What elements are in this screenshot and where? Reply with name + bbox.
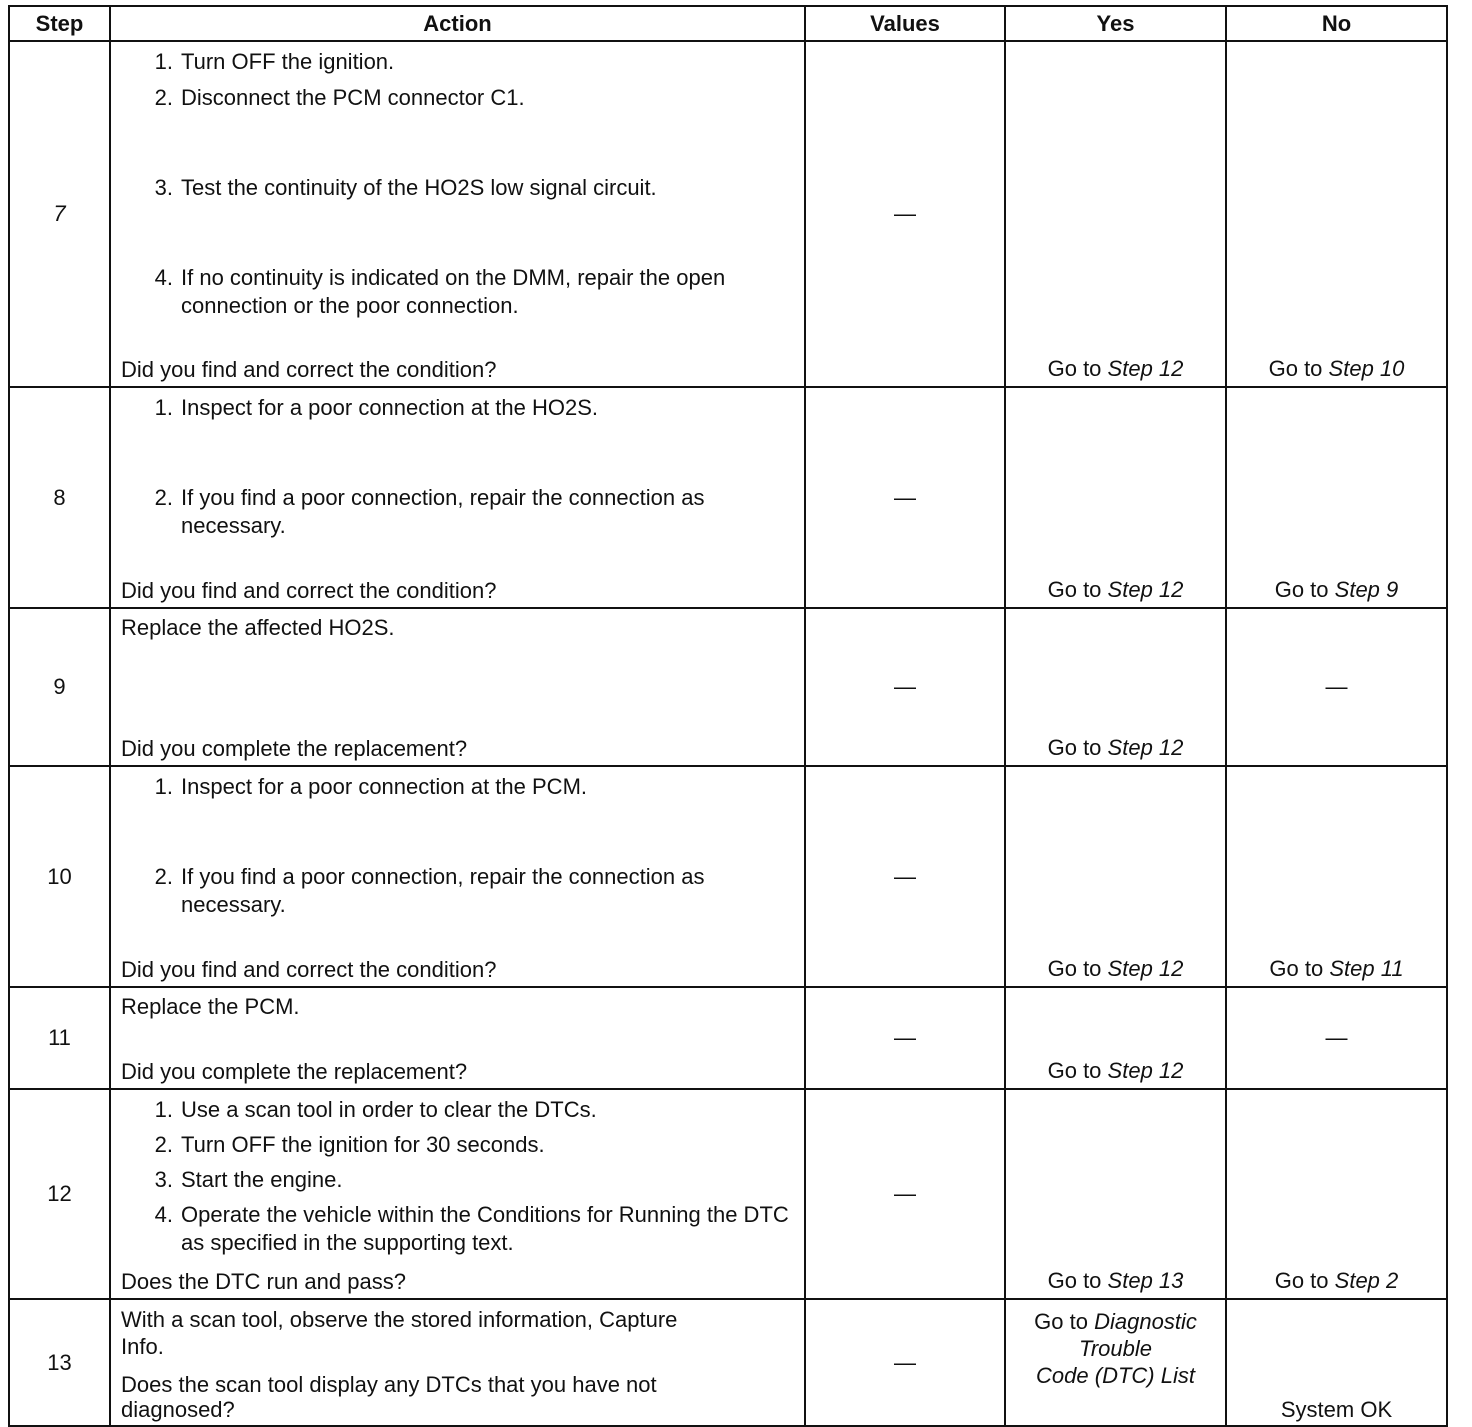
yes-step-link[interactable]: Step 12 — [1107, 1058, 1184, 1083]
action-question: Does the DTC run and pass? — [121, 1269, 406, 1294]
header-step: Step — [9, 6, 110, 41]
yes-prefix: Go to — [1034, 1309, 1088, 1334]
no-cell: — — [1226, 608, 1447, 766]
no-cell — [1226, 1299, 1447, 1426]
action-question: Did you find and correct the condition? — [121, 578, 497, 603]
action-question: Did you find and correct the condition? — [121, 957, 497, 982]
values-cell: — — [805, 1299, 1005, 1426]
yes-step-link[interactable]: Step 12 — [1107, 956, 1184, 981]
action-list — [111, 388, 804, 540]
no-step-link[interactable]: Step 11 — [1329, 956, 1404, 981]
action-list — [111, 1090, 804, 1257]
action-cell — [110, 387, 805, 608]
values-cell: — — [805, 766, 1005, 987]
header-yes: Yes — [1005, 6, 1226, 41]
list-item: 2. If you find a poor connection, repair the connection as necessary. — [154, 864, 705, 917]
yes-prefix: Go to — [1047, 1058, 1102, 1083]
action-cell — [110, 1299, 805, 1426]
yes-prefix: Go to — [1047, 956, 1102, 981]
dtc-list-link-line2[interactable]: Trouble — [1079, 1336, 1152, 1361]
action-question: Did you complete the replacement? — [121, 736, 468, 761]
action-list — [111, 42, 804, 320]
list-item: 1. Inspect for a poor connection at the PCM. — [154, 774, 588, 799]
yes-step-link[interactable]: Step 12 — [1107, 735, 1184, 760]
no-step-link[interactable]: Step 2 — [1334, 1268, 1399, 1293]
values-cell: — — [805, 608, 1005, 766]
no-result: System OK — [1280, 1397, 1393, 1422]
yes-prefix: Go to — [1047, 577, 1102, 602]
no-prefix: Go to — [1274, 1268, 1329, 1293]
no-cell — [1226, 766, 1447, 987]
yes-cell — [1005, 608, 1226, 766]
no-prefix: Go to — [1269, 956, 1324, 981]
step-number: 13 — [9, 1299, 110, 1426]
no-cell — [1226, 1089, 1447, 1299]
list-item: 3. Test the continuity of the HO2S low signal circuit. — [154, 175, 657, 200]
list-item: 4. Operate the vehicle within the Conditions for Running the DTC as specified in the supporting text. — [154, 1202, 789, 1255]
table-row — [9, 987, 1447, 1089]
values-cell: — — [805, 1089, 1005, 1299]
table-row — [9, 608, 1447, 766]
yes-cell — [1005, 1089, 1226, 1299]
no-step-link[interactable]: Step 10 — [1328, 356, 1405, 381]
step-number: 9 — [9, 608, 110, 766]
yes-step-link[interactable]: Step 13 — [1107, 1268, 1184, 1293]
values-cell: — — [805, 387, 1005, 608]
step-number: 11 — [9, 987, 110, 1089]
values-cell: — — [805, 41, 1005, 387]
yes-step-link[interactable]: Step 12 — [1107, 356, 1184, 381]
action-text: Replace the PCM. — [121, 994, 300, 1019]
no-cell — [1226, 41, 1447, 387]
yes-step-link[interactable]: Step 12 — [1107, 577, 1184, 602]
table-row — [9, 1089, 1447, 1299]
yes-cell — [1005, 41, 1226, 387]
action-cell — [110, 1089, 805, 1299]
action-list — [111, 767, 804, 919]
list-item: 2. If you find a poor connection, repair the connection as necessary. — [154, 485, 705, 538]
list-item: 3. Start the engine. — [154, 1167, 343, 1192]
yes-cell — [1005, 766, 1226, 987]
action-question: Does the scan tool display any DTCs that you have not diagnosed? — [121, 1372, 657, 1422]
dtc-list-link[interactable]: Diagnostic — [1094, 1309, 1197, 1334]
header-action: Action — [110, 6, 805, 41]
yes-prefix: Go to — [1047, 735, 1102, 760]
table-row — [9, 1299, 1447, 1426]
action-cell — [110, 766, 805, 987]
header-values: Values — [805, 6, 1005, 41]
no-cell — [1226, 387, 1447, 608]
list-item: 4. If no continuity is indicated on the DMM, repair the open connection or the poor connection. — [154, 265, 726, 318]
step-number: 7 — [9, 41, 110, 387]
no-cell: — — [1226, 987, 1447, 1089]
dtc-list-link-line3[interactable]: Code (DTC) List — [1036, 1363, 1195, 1388]
step-number: 10 — [9, 766, 110, 987]
action-question: Did you complete the replacement? — [121, 1059, 468, 1084]
list-item: 1. Use a scan tool in order to clear the DTCs. — [154, 1097, 597, 1122]
diagnostic-table — [8, 5, 1448, 1427]
step-number: 8 — [9, 387, 110, 608]
no-prefix: Go to — [1274, 577, 1329, 602]
table-row — [9, 387, 1447, 608]
header-row — [9, 6, 1447, 41]
action-text: Replace the affected HO2S. — [121, 615, 395, 640]
action-text: With a scan tool, observe the stored information, Capture Info. — [121, 1307, 678, 1359]
yes-cell — [1005, 1299, 1226, 1426]
table-row — [9, 41, 1447, 387]
list-item: 2. Turn OFF the ignition for 30 seconds. — [154, 1132, 545, 1157]
action-question: Did you find and correct the condition? — [121, 357, 497, 382]
action-cell — [110, 987, 805, 1089]
step-number: 12 — [9, 1089, 110, 1299]
values-cell: — — [805, 987, 1005, 1089]
table-row — [9, 766, 1447, 987]
action-cell — [110, 41, 805, 387]
list-item: 2. Disconnect the PCM connector C1. — [154, 85, 525, 110]
action-cell — [110, 608, 805, 766]
yes-cell — [1005, 387, 1226, 608]
no-prefix: Go to — [1268, 356, 1323, 381]
yes-prefix: Go to — [1047, 356, 1102, 381]
list-item: 1. Turn OFF the ignition. — [154, 49, 395, 74]
list-item: 1. Inspect for a poor connection at the HO2S. — [154, 395, 599, 420]
no-step-link[interactable]: Step 9 — [1334, 577, 1399, 602]
yes-cell — [1005, 987, 1226, 1089]
header-no: No — [1226, 6, 1447, 41]
yes-prefix: Go to — [1047, 1268, 1102, 1293]
